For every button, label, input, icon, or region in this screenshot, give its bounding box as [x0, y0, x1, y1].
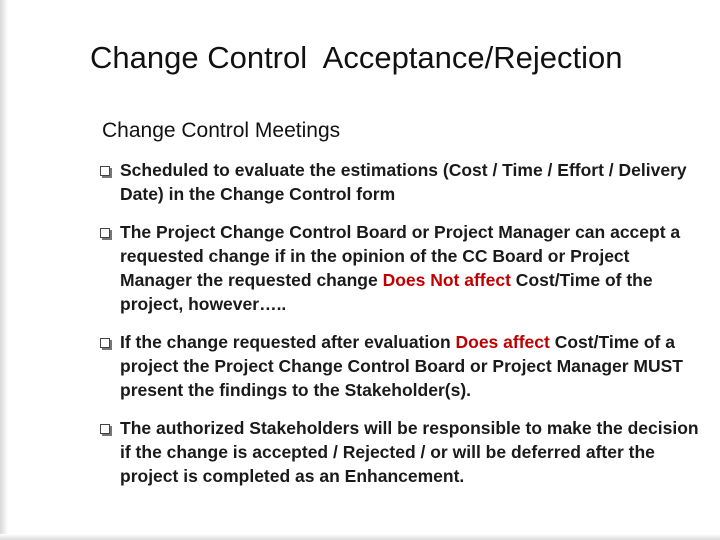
bullet-item-2 [100, 220, 700, 316]
bullet-text: The authorized Stakeholders will be responsible to make the decision if the change is accepted / Rejected / or will be deferred after the project is completed as an Enhancement. [120, 418, 699, 486]
slide-title: Change Control Acceptance/Rejection [90, 40, 623, 75]
bullet-text: The Project Change Control Board or Project Manager can accept a requested change if in the opinion of the CC Board or Project Manager the requested change [120, 222, 681, 290]
bullet-text: Cost/Time of the project, however….. [120, 270, 653, 314]
checkbox-square-icon [100, 166, 110, 176]
bullet-text: Cost/Time of a project the Project Change Control Board or Project Manager MUST present the findings to the Stakeholder(s). [120, 332, 683, 400]
bullet-highlight: Does affect [455, 332, 550, 352]
bullet-text: If the change requested after evaluation [120, 332, 456, 352]
checkbox-square-icon [100, 228, 110, 238]
title-box [72, 32, 702, 88]
bullet-list [100, 158, 700, 502]
slide-frame-bottom [0, 534, 720, 540]
bullet-text: Scheduled to evaluate the estimations (Cost / Time / Effort / Delivery Date) in the Change Control form [120, 160, 687, 204]
bullet-item-1 [100, 158, 700, 206]
slide-frame-left [0, 0, 8, 540]
checkbox-square-icon [100, 424, 110, 434]
slide-subtitle: Change Control Meetings [102, 119, 341, 142]
bullet-item-3 [100, 330, 700, 402]
bullet-item-4 [100, 416, 700, 488]
checkbox-square-icon [100, 338, 110, 348]
bullet-highlight: Does Not affect [382, 270, 511, 290]
